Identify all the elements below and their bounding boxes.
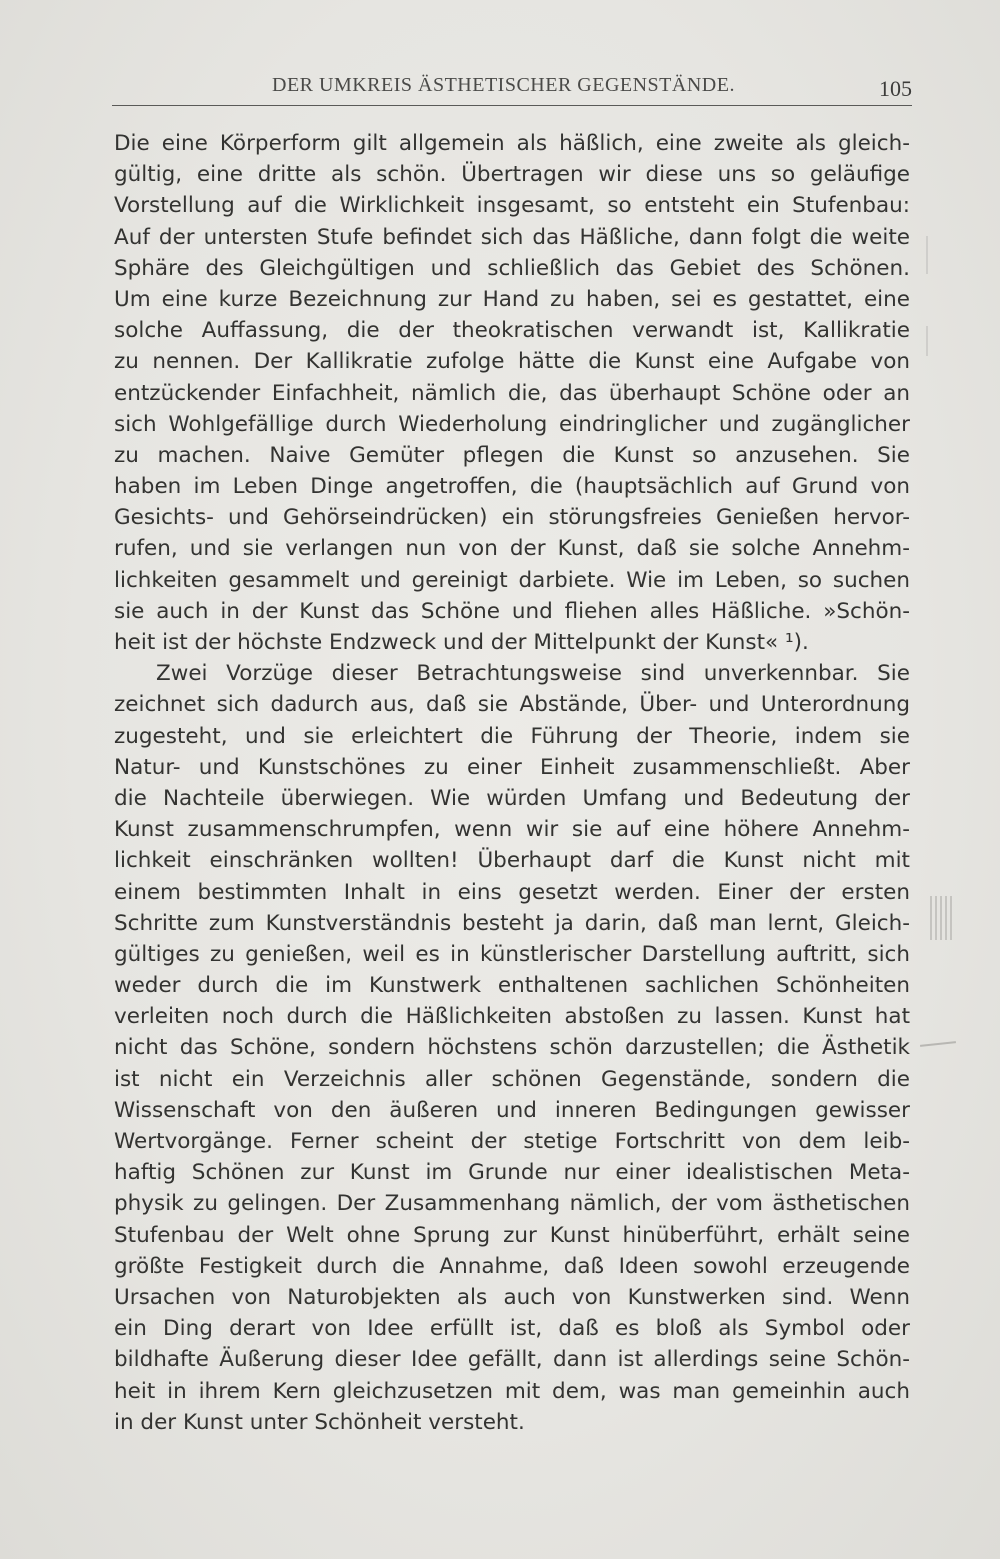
page-header xyxy=(112,74,912,104)
text-line: Wertvorgänge. Ferner scheint der stetige Fortschritt von dem leib- xyxy=(114,1129,910,1154)
margin-show-through-mark xyxy=(926,326,928,356)
text-line: haftig Schönen zur Kunst im Grunde nur einer idealistischen Meta- xyxy=(114,1160,910,1186)
body-text xyxy=(114,128,910,1438)
text-line: sie auch in der Kunst das Schöne und fliehen alles Häßliche. »Schön- xyxy=(114,598,910,624)
text-line: heit in ihrem Kern gleichzusetzen mit dem, was man gemeinhin auch xyxy=(114,1378,910,1404)
margin-show-through-mark xyxy=(920,1041,956,1047)
text-line: lichkeiten gesammelt und gereinigt darbiete. Wie im Leben, so suchen xyxy=(114,567,910,593)
text-line: Stufenbau der Welt ohne Sprung zur Kunst hinüberführt, erhält seine xyxy=(114,1222,910,1248)
header-rule xyxy=(112,105,912,106)
text-line: entzückender Einfachheit, nämlich die, das überhaupt Schöne oder an xyxy=(114,380,910,406)
text-line: einem bestimmten Inhalt in eins gesetzt werden. Einer der ersten xyxy=(114,879,910,905)
text-line: Natur- und Kunstschönes zu einer Einheit zusammenschließt. Aber xyxy=(114,754,910,780)
text-line: zu nennen. Der Kallikratie zufolge hätte die Kunst eine Aufgabe von xyxy=(114,349,910,375)
text-line: Um eine kurze Bezeichnung zur Hand zu haben, sei es gestattet, eine xyxy=(114,286,910,312)
text-line: gültiges zu genießen, weil es in künstlerischer Darstellung auftritt, sich xyxy=(114,941,910,967)
text-line: ist nicht ein Verzeichnis aller schönen Gegenstände, sondern die xyxy=(114,1066,910,1092)
running-title: DER UMKREIS ÄSTHETISCHER GEGENSTÄNDE. xyxy=(272,74,735,96)
text-line: haben im Leben Dinge angetroffen, die (hauptsächlich auf Grund von xyxy=(114,474,910,500)
text-line: größte Festigkeit durch die Annahme, daß Ideen sowohl erzeugende xyxy=(114,1253,910,1279)
text-line: solche Auffassung, die der theokratischen verwandt ist, Kallikratie xyxy=(114,318,910,344)
text-line: Vorstellung auf die Wirklichkeit insgesamt, so entsteht ein Stufenbau: xyxy=(114,193,910,219)
text-line: zu machen. Naive Gemüter pflegen die Kunst so anzusehen. Sie xyxy=(114,442,910,468)
text-line: physik zu gelingen. Der Zusammenhang nämlich, der vom ästhetischen xyxy=(114,1191,910,1217)
margin-show-through-mark xyxy=(930,896,952,940)
page-number: 105 xyxy=(879,76,912,101)
text-line: bildhafte Äußerung dieser Idee gefällt, dann ist allerdings seine Schön- xyxy=(114,1347,910,1373)
text-line: lichkeit einschränken wollten! Überhaupt darf die Kunst nicht mit xyxy=(114,848,910,874)
text-line: zugesteht, und sie erleichtert die Führung der Theorie, indem sie xyxy=(114,723,910,749)
text-line: heit ist der höchste Endzweck und der Mittelpunkt der Kunst« ¹). xyxy=(114,630,809,655)
text-line: die Nachteile überwiegen. Wie würden Umfang und Bedeutung der xyxy=(114,785,910,811)
text-line: Zwei Vorzüge dieser Betrachtungsweise sind unverkennbar. Sie xyxy=(156,661,910,687)
text-line: Schritte zum Kunstverständnis besteht ja darin, daß man lernt, Gleich- xyxy=(114,910,910,936)
text-line: nicht das Schöne, sondern höchstens schön darzustellen; die Ästhetik xyxy=(114,1035,910,1061)
text-line: gültig, eine dritte als schön. Übertragen wir diese uns so geläufige xyxy=(114,162,910,188)
text-line: Kunst zusammenschrumpfen, wenn wir sie auf eine höhere Annehm- xyxy=(114,817,910,843)
text-line: in der Kunst unter Schönheit versteht. xyxy=(114,1409,525,1435)
text-line: ein Ding derart von Idee erfüllt ist, daß es bloß als Symbol oder xyxy=(114,1316,910,1342)
margin-show-through-mark xyxy=(926,236,928,274)
text-line: Sphäre des Gleichgültigen und schließlich das Gebiet des Schönen. xyxy=(114,255,910,281)
text-line: zeichnet sich dadurch aus, daß sie Abstände, Über- und Unterordnung xyxy=(114,692,910,718)
text-line: Wissenschaft von den äußeren und inneren Bedingungen gewisser xyxy=(114,1097,910,1123)
text-line: Gesichts- und Gehörseindrücken) ein störungsfreies Genießen hervor- xyxy=(114,505,910,531)
text-line: weder durch die im Kunstwerk enthaltenen sachlichen Schönheiten xyxy=(114,973,910,999)
text-line: Ursachen von Naturobjekten als auch von Kunstwerken sind. Wenn xyxy=(114,1284,910,1310)
text-line: verleiten noch durch die Häßlichkeiten abstoßen zu lassen. Kunst hat xyxy=(114,1004,910,1030)
text-line: rufen, und sie verlangen nun von der Kunst, daß sie solche Annehm- xyxy=(114,536,910,562)
text-line: sich Wohlgefällige durch Wiederholung eindringlicher und zugänglicher xyxy=(114,411,910,437)
text-line: Die eine Körperform gilt allgemein als häßlich, eine zweite als gleich- xyxy=(114,131,910,156)
text-line: Auf der untersten Stufe befindet sich das Häßliche, dann folgt die weite xyxy=(114,224,910,250)
